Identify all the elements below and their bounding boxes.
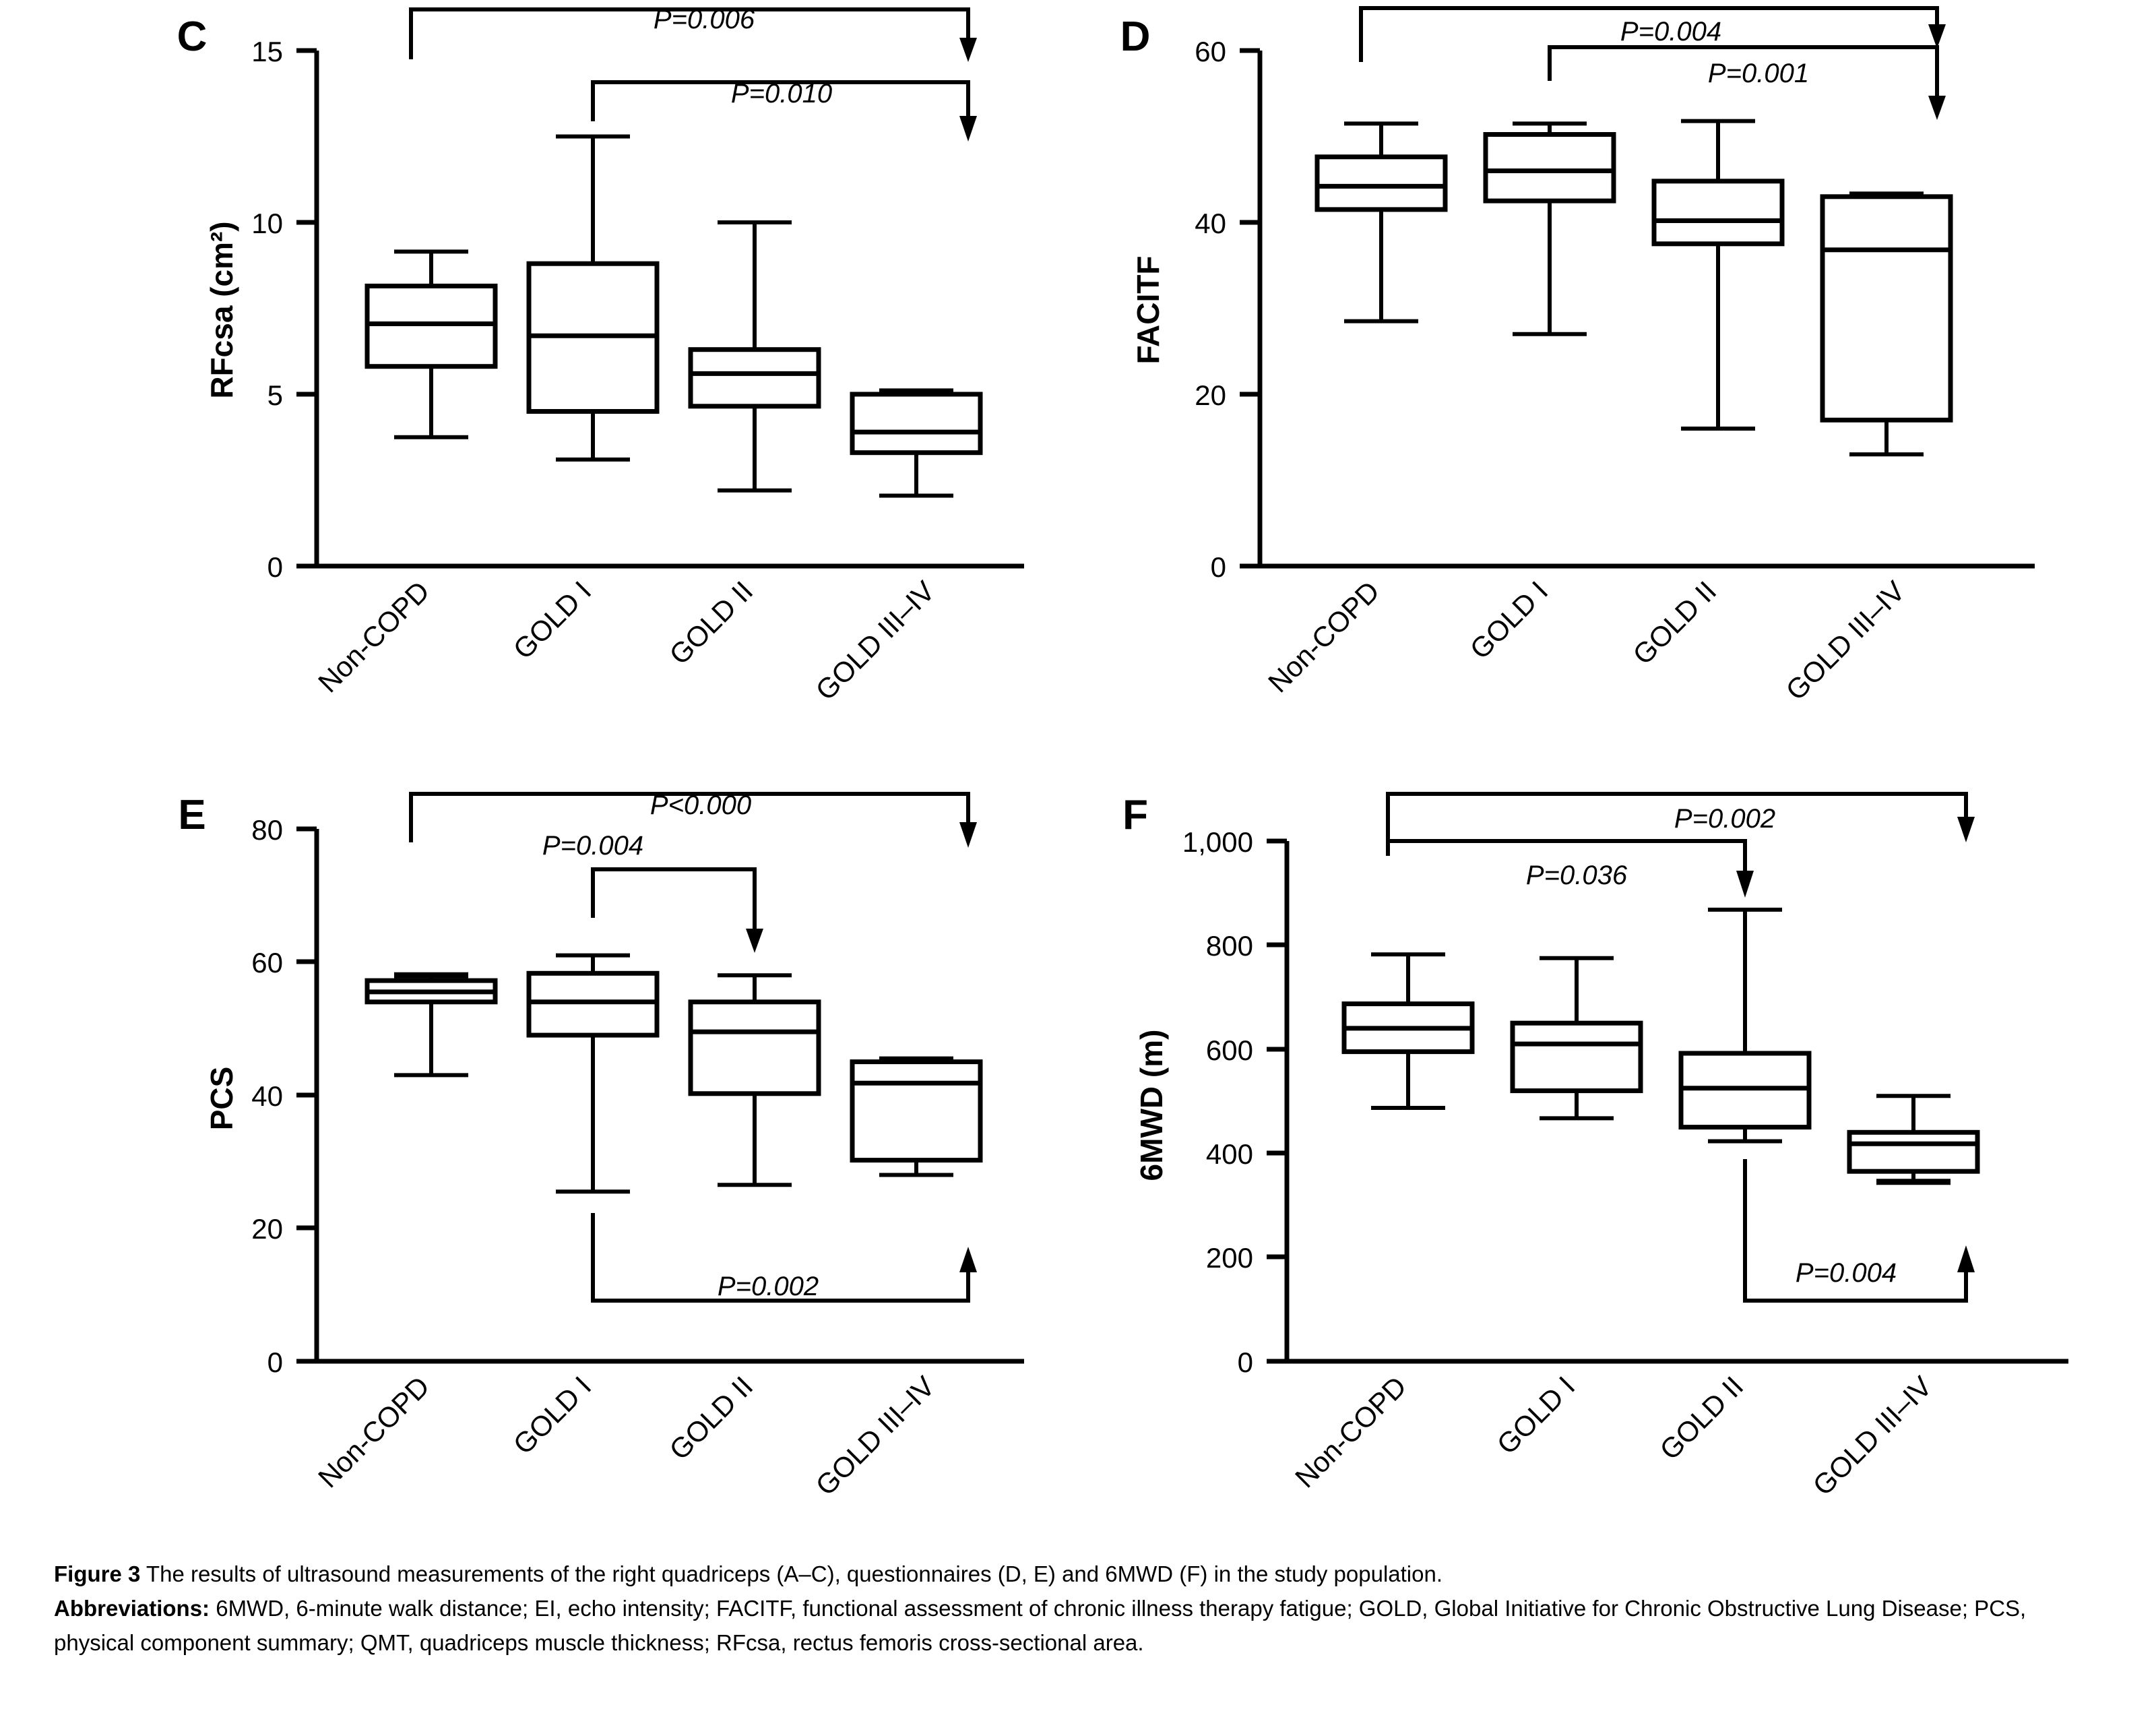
pvalue-label: P=0.036 [1525,861,1628,890]
y-axis-label: FACITF [1131,255,1166,365]
y-tick-label: 15 [251,36,283,67]
caption-figure-text: The results of ultrasound measurements of the right quadriceps (A–C), questionnaires (D, E) and 6MWD (F) in the study population. [140,1561,1443,1586]
x-tick-label: GOLD II [663,575,759,671]
x-tick-label: GOLD III–IV [1806,1370,1938,1502]
x-tick-label: Non-COPD [311,1370,436,1494]
box-noncopd [367,975,495,1075]
significance-bracket-1 [1388,794,1975,856]
pvalue-label: P=0.001 [1707,59,1810,88]
box-gold34 [852,391,980,496]
y-tick-label: 40 [251,1080,283,1112]
x-tick-label: GOLD I [1490,1370,1581,1461]
significance-bracket-3 [593,1213,977,1301]
x-tick-label: Non-COPD [1261,575,1386,699]
box-gold34 [852,1059,980,1175]
x-tick-label: GOLD III–IV [809,575,941,707]
caption-abbreviations-text: 6MWD, 6-minute walk distance; EI, echo intensity; FACITF, functional assessment of chronic illness therapy fatigue; GOLD, Global Initiative for Chronic Obstructive Lung Disease; PCS, physical component summary; QMT, quadriceps muscle thickness; RFcsa, rectus femoris cross-sectional area. [54,1596,2027,1656]
box-gold2 [1654,121,1782,429]
panel-F [1078,768,2156,1557]
pvalue-label: P=0.004 [1795,1258,1897,1288]
box-noncopd [1344,954,1472,1108]
panel-letter-D: D [1120,13,1151,60]
x-tick-label: Non-COPD [311,575,436,699]
box-gold1 [1486,123,1614,334]
pvalue-label: P<0.000 [649,790,752,820]
box-gold1 [529,137,657,460]
y-tick-label: 10 [251,208,283,239]
y-tick-label: 400 [1205,1138,1253,1170]
box-gold2 [1681,910,1809,1142]
y-tick-label: 1,000 [1182,826,1253,858]
panel-letter-C: C [177,13,208,60]
box-gold1 [529,956,657,1192]
pvalue-label: P=0.004 [1620,17,1722,46]
y-tick-label: 60 [1195,36,1226,67]
significance-bracket-2 [1388,841,1754,898]
box-noncopd [1317,123,1445,321]
x-tick-label: GOLD I [507,575,598,666]
significance-bracket-1 [411,790,977,848]
y-tick-label: 0 [1210,551,1226,583]
significance-bracket-1 [1361,8,1946,62]
panel-D-chart [1078,0,2156,768]
significance-bracket-2 [542,831,763,953]
panel-D [1078,0,2156,768]
pvalue-label: P=0.002 [1674,804,1776,834]
box-gold1 [1513,958,1641,1119]
caption-figure-number: Figure 3 [54,1561,141,1586]
panel-E [0,768,1078,1557]
x-tick-label: GOLD III–IV [809,1370,941,1502]
y-tick-label: 40 [1195,208,1226,239]
caption-line-1 [54,1557,2102,1591]
y-tick-label: 200 [1205,1242,1253,1274]
x-tick-label: GOLD I [1463,575,1554,666]
y-tick-label: 600 [1205,1034,1253,1066]
box-gold2 [691,975,819,1185]
y-tick-label: 20 [1195,379,1226,411]
panel-C [0,0,1078,768]
panel-F-chart [1078,768,2156,1557]
x-tick-label: Non-COPD [1288,1370,1413,1494]
y-tick-label: 0 [1237,1346,1253,1378]
figure-caption [54,1557,2102,1660]
y-tick-label: 5 [267,379,283,411]
significance-bracket-1 [411,5,977,62]
y-axis-label: 6MWD (m) [1134,1029,1169,1181]
pvalue-label: P=0.004 [542,831,644,861]
significance-bracket-2 [1550,47,1946,120]
y-tick-label: 60 [251,947,283,978]
pvalue-label: P=0.006 [653,5,755,34]
y-tick-label: 0 [267,551,283,583]
panel-letter-F: F [1122,792,1148,838]
y-tick-label: 80 [251,814,283,846]
y-axis-label: RFcsa (cm²) [204,221,239,399]
x-tick-label: GOLD I [507,1370,598,1461]
pvalue-label: P=0.002 [717,1272,819,1301]
y-axis-label: PCS [204,1066,239,1131]
y-tick-label: 0 [267,1346,283,1378]
x-tick-label: GOLD II [1653,1370,1750,1466]
box-noncopd [367,251,495,437]
pvalue-label: P=0.010 [730,79,833,108]
box-gold2 [691,222,819,491]
y-tick-label: 800 [1205,930,1253,962]
x-tick-label: GOLD III–IV [1779,575,1911,707]
box-gold34 [1822,194,1951,455]
x-tick-label: GOLD II [1626,575,1723,671]
panel-letter-E: E [178,792,206,838]
significance-bracket-2 [593,79,977,142]
caption-abbreviations-label: Abbreviations: [54,1596,210,1621]
box-gold34 [1849,1096,1977,1181]
panel-E-chart [0,768,1078,1557]
y-tick-label: 20 [251,1213,283,1245]
panel-C-chart [0,0,1078,768]
x-tick-label: GOLD II [663,1370,759,1466]
caption-line-2 [54,1591,2102,1660]
